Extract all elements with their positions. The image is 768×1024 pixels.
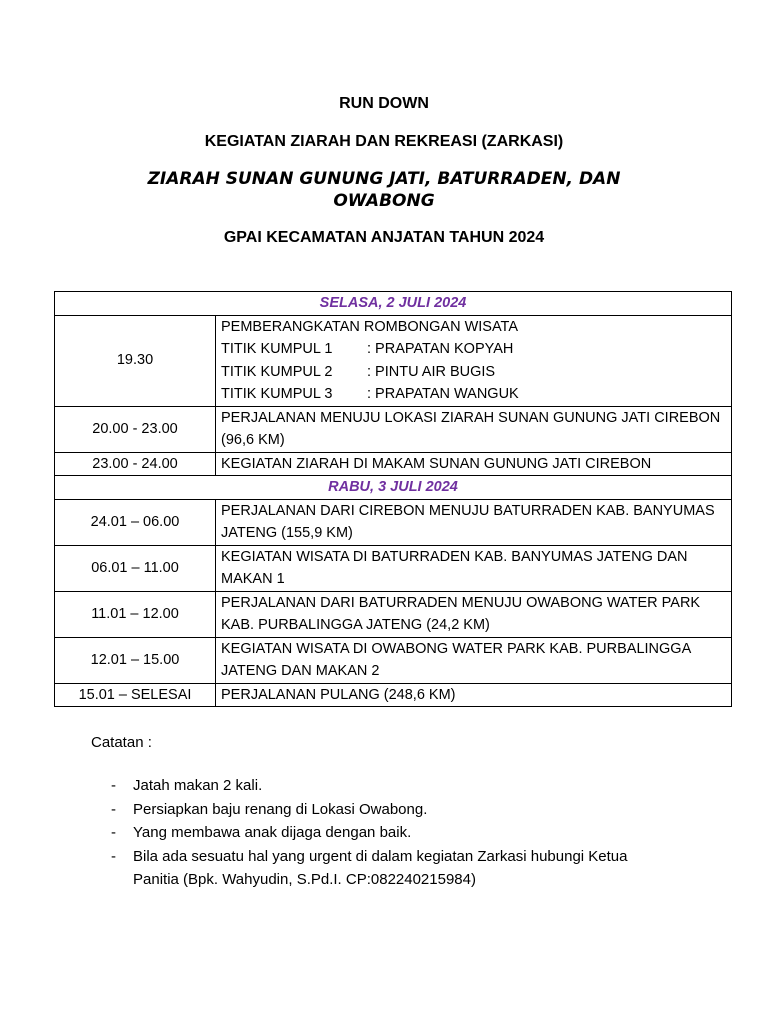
list-item — [91, 798, 711, 822]
document-title: RUN DOWN — [339, 95, 429, 112]
day-heading: RABU, 3 JULI 2024 — [55, 476, 732, 500]
time-cell: 24.01 – 06.00 — [55, 499, 216, 545]
table-row — [55, 637, 732, 683]
day-heading: SELASA, 2 JULI 2024 — [55, 292, 732, 316]
activity-text: JATENG (155,9 KM) — [221, 525, 353, 541]
table-row — [55, 545, 732, 591]
bullet-dash: - — [111, 824, 116, 841]
list-item — [91, 821, 711, 845]
activity-text: KEGIATAN WISATA DI BATURRADEN KAB. BANYUMAS JATENG DAN — [221, 548, 688, 565]
activity-cell — [216, 637, 732, 683]
activity-text: JATENG DAN MAKAN 2 — [221, 663, 380, 679]
event-subtitle: KEGIATAN ZIARAH DAN REKREASI (ZARKASI) — [204, 133, 564, 150]
rundown-table — [54, 291, 732, 707]
activity-text: KAB. PURBALINGGA JATENG (24,2 KM) — [221, 617, 490, 633]
activity-text: KEGIATAN WISATA DI OWABONG WATER PARK KAB. PURBALINGGA — [221, 640, 692, 657]
bullet-dash: - — [111, 800, 116, 818]
list-item — [91, 845, 711, 892]
activity-text: MAKAN 1 — [221, 571, 285, 587]
activity-text: PERJALANAN DARI CIREBON MENUJU BATURRADEN KAB. BANYUMAS — [221, 502, 715, 519]
table-row — [55, 499, 732, 545]
meeting-point-name: TITIK KUMPUL 3 — [221, 386, 333, 402]
note-text: Jatah makan 2 kali. — [133, 777, 263, 794]
notes-list — [91, 774, 711, 892]
meeting-point-name: TITIK KUMPUL 2 — [221, 363, 333, 380]
bullet-dash: - — [111, 847, 116, 865]
table-row — [55, 683, 732, 707]
time-cell: 19.30 — [55, 315, 216, 406]
activity-cell: KEGIATAN ZIARAH DI MAKAM SUNAN GUNUNG JATI CIREBON — [216, 452, 732, 476]
table-row — [55, 591, 732, 637]
time-cell: 06.01 – 11.00 — [55, 545, 216, 591]
activity-text: PEMBERANGKATAN ROMBONGAN WISATA — [221, 318, 519, 335]
activity-cell: PERJALANAN PULANG (248,6 KM) — [216, 683, 732, 707]
time-cell: 20.00 - 23.00 — [55, 406, 216, 452]
day-heading-row — [55, 292, 732, 316]
day-heading-row — [55, 476, 732, 500]
destination-line: OWABONG — [333, 191, 435, 211]
table-row — [55, 315, 732, 406]
time-cell: 15.01 – SELESAI — [55, 683, 216, 707]
activity-text: (96,6 KM) — [221, 432, 285, 448]
destination-heading — [0, 168, 768, 212]
activity-text: PERJALANAN MENUJU LOKASI ZIARAH SUNAN GUNUNG JATI CIREBON — [221, 409, 721, 426]
bullet-dash: - — [111, 777, 116, 794]
meeting-point — [221, 338, 726, 361]
notes-title: Catatan : — [91, 734, 152, 751]
list-item — [91, 774, 711, 798]
activity-cell — [216, 499, 732, 545]
table-row — [55, 406, 732, 452]
note-text: Bila ada sesuatu hal yang urgent di dalam kegiatan Zarkasi hubungi Ketua — [133, 847, 628, 865]
organizer-heading: GPAI KECAMATAN ANJATAN TAHUN 2024 — [223, 229, 545, 246]
note-text: Persiapkan baju renang di Lokasi Owabong. — [133, 800, 428, 818]
notes-section — [91, 732, 711, 892]
activity-cell — [216, 315, 732, 406]
meeting-point-place: : PRAPATAN WANGUK — [367, 386, 519, 402]
destination-line: ZIARAH SUNAN GUNUNG JATI, BATURRADEN, DAN — [147, 169, 621, 189]
meeting-point-place: : PRAPATAN KOPYAH — [367, 341, 514, 357]
activity-cell — [216, 406, 732, 452]
time-cell: 12.01 – 15.00 — [55, 637, 216, 683]
time-cell: 23.00 - 24.00 — [55, 452, 216, 476]
table-row — [55, 452, 732, 476]
activity-text: PERJALANAN DARI BATURRADEN MENUJU OWABONG WATER PARK — [221, 594, 701, 611]
activity-cell — [216, 545, 732, 591]
meeting-point — [221, 383, 726, 406]
activity-cell — [216, 591, 732, 637]
time-cell: 11.01 – 12.00 — [55, 591, 216, 637]
note-text: Yang membawa anak dijaga dengan baik. — [133, 824, 412, 841]
meeting-point-name: TITIK KUMPUL 1 — [221, 341, 333, 357]
note-text: Panitia (Bpk. Wahyudin, S.Pd.I. CP:082240215984) — [133, 871, 476, 888]
meeting-point — [221, 361, 726, 384]
meeting-point-place: : PINTU AIR BUGIS — [367, 363, 496, 380]
